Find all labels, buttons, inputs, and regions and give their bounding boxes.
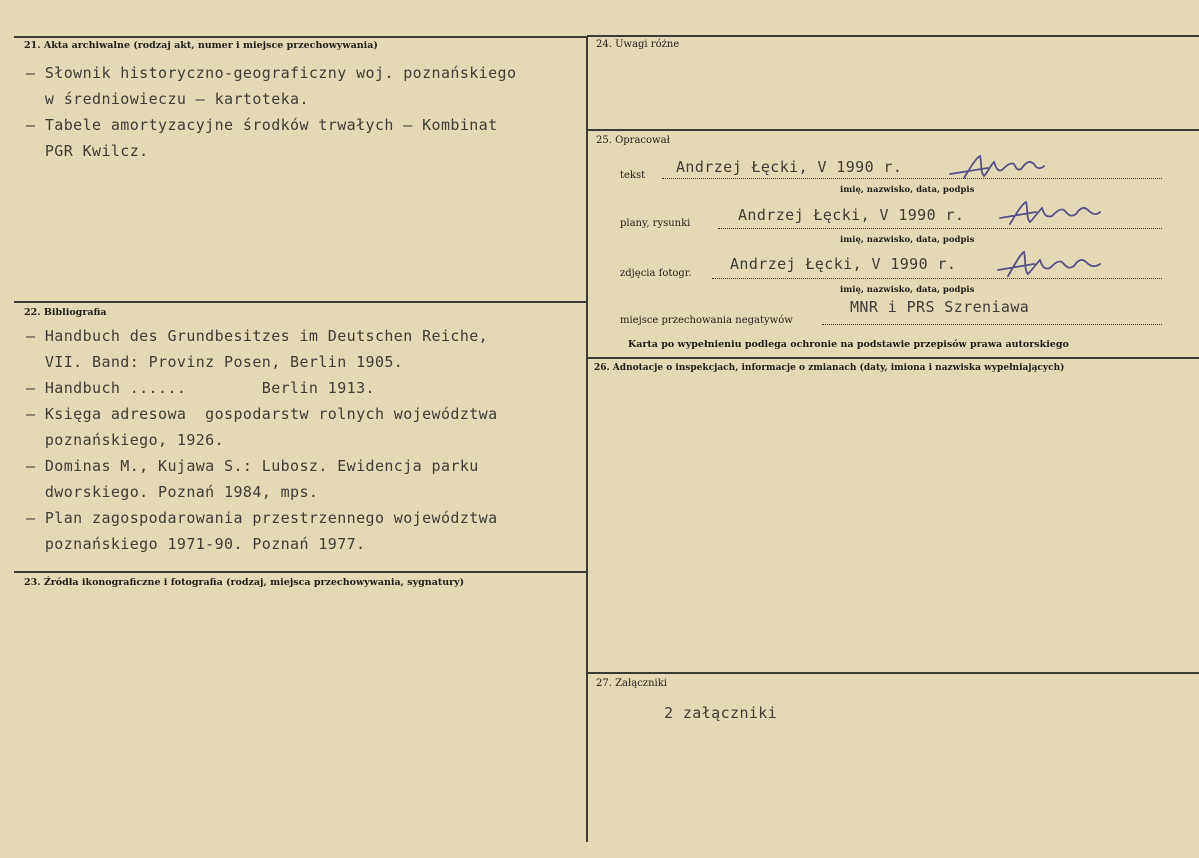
rule-21-22: [14, 301, 587, 303]
top-rule-right: [587, 35, 1199, 37]
fill-line: [662, 178, 1162, 179]
section-26-heading: 26. Adnotacje o inspekcjach, informacje o zmianach (daty, imiona i nazwiska wypełniających): [594, 363, 1065, 373]
field-caption: imię, nazwisko, data, podpis: [840, 285, 975, 295]
negatives-storage-label: miejsce przechowania negatywów: [620, 315, 793, 326]
bibliography-line: poznańskiego 1971-90. Poznań 1977.: [26, 535, 366, 553]
bibliography-line: VII. Band: Provinz Posen, Berlin 1905.: [26, 353, 404, 371]
section-27-heading: 27. Załączniki: [596, 678, 667, 689]
attachments-value: 2 załączniki: [664, 704, 778, 722]
bibliography-line: – Handbuch ...... Berlin 1913.: [26, 379, 375, 397]
section-21-line: – Słownik historyczno-geograficzny woj. poznańskiego: [26, 64, 517, 82]
bibliography-line: – Plan zagospodarowania przestrzennego województwa: [26, 509, 498, 527]
section-25-heading: 25. Opracował: [596, 135, 670, 146]
section-22-heading: 22. Bibliografia: [24, 307, 107, 318]
row-label-tekst: tekst: [620, 170, 646, 181]
author-entry: Andrzej Łęcki, V 1990 r.: [676, 158, 903, 176]
copyright-notice: Karta po wypełnieniu podlega ochronie na podstawie przepisów prawa autorskiego: [628, 339, 1069, 350]
bibliography-line: – Księga adresowa gospodarstw rolnych województwa: [26, 405, 498, 423]
center-divider: [586, 36, 588, 842]
rule-24-25: [587, 129, 1199, 131]
field-caption: imię, nazwisko, data, podpis: [840, 185, 975, 195]
top-rule-left: [14, 36, 587, 38]
bibliography-line: dworskiego. Poznań 1984, mps.: [26, 483, 319, 501]
bibliography-line: poznańskiego, 1926.: [26, 431, 225, 449]
negatives-storage-value: MNR i PRS Szreniawa: [850, 298, 1030, 316]
section-24-heading: 24. Uwagi różne: [596, 39, 680, 50]
signature-1: [944, 150, 1054, 184]
rule-26-27: [587, 672, 1199, 674]
fill-line: [822, 324, 1162, 325]
section-21-line: – Tabele amortyzacyjne środków trwałych – Kombinat: [26, 116, 498, 134]
signature-2: [996, 196, 1106, 230]
section-21-line: w średniowieczu – kartoteka.: [26, 90, 309, 108]
bibliography-line: – Handbuch des Grundbesitzes im Deutschen Reiche,: [26, 327, 489, 345]
signature-3: [994, 246, 1104, 282]
rule-22-23: [14, 571, 587, 573]
rule-25-26: [587, 357, 1199, 359]
author-entry: Andrzej Łęcki, V 1990 r.: [730, 255, 957, 273]
row-label-plany: plany, rysunki: [620, 218, 691, 229]
author-entry: Andrzej Łęcki, V 1990 r.: [738, 206, 965, 224]
bibliography-line: – Dominas M., Kujawa S.: Lubosz. Ewidencja parku: [26, 457, 479, 475]
section-23-heading: 23. Źródła ikonograficzne i fotografia (rodzaj, miejsca przechowywania, sygnatury): [24, 577, 465, 588]
field-caption: imię, nazwisko, data, podpis: [840, 235, 975, 245]
section-21-heading: 21. Akta archiwalne (rodzaj akt, numer i miejsce przechowywania): [24, 40, 378, 51]
section-21-line: PGR Kwilcz.: [26, 142, 149, 160]
row-label-zdjecia: zdjęcia fotogr.: [620, 268, 692, 279]
